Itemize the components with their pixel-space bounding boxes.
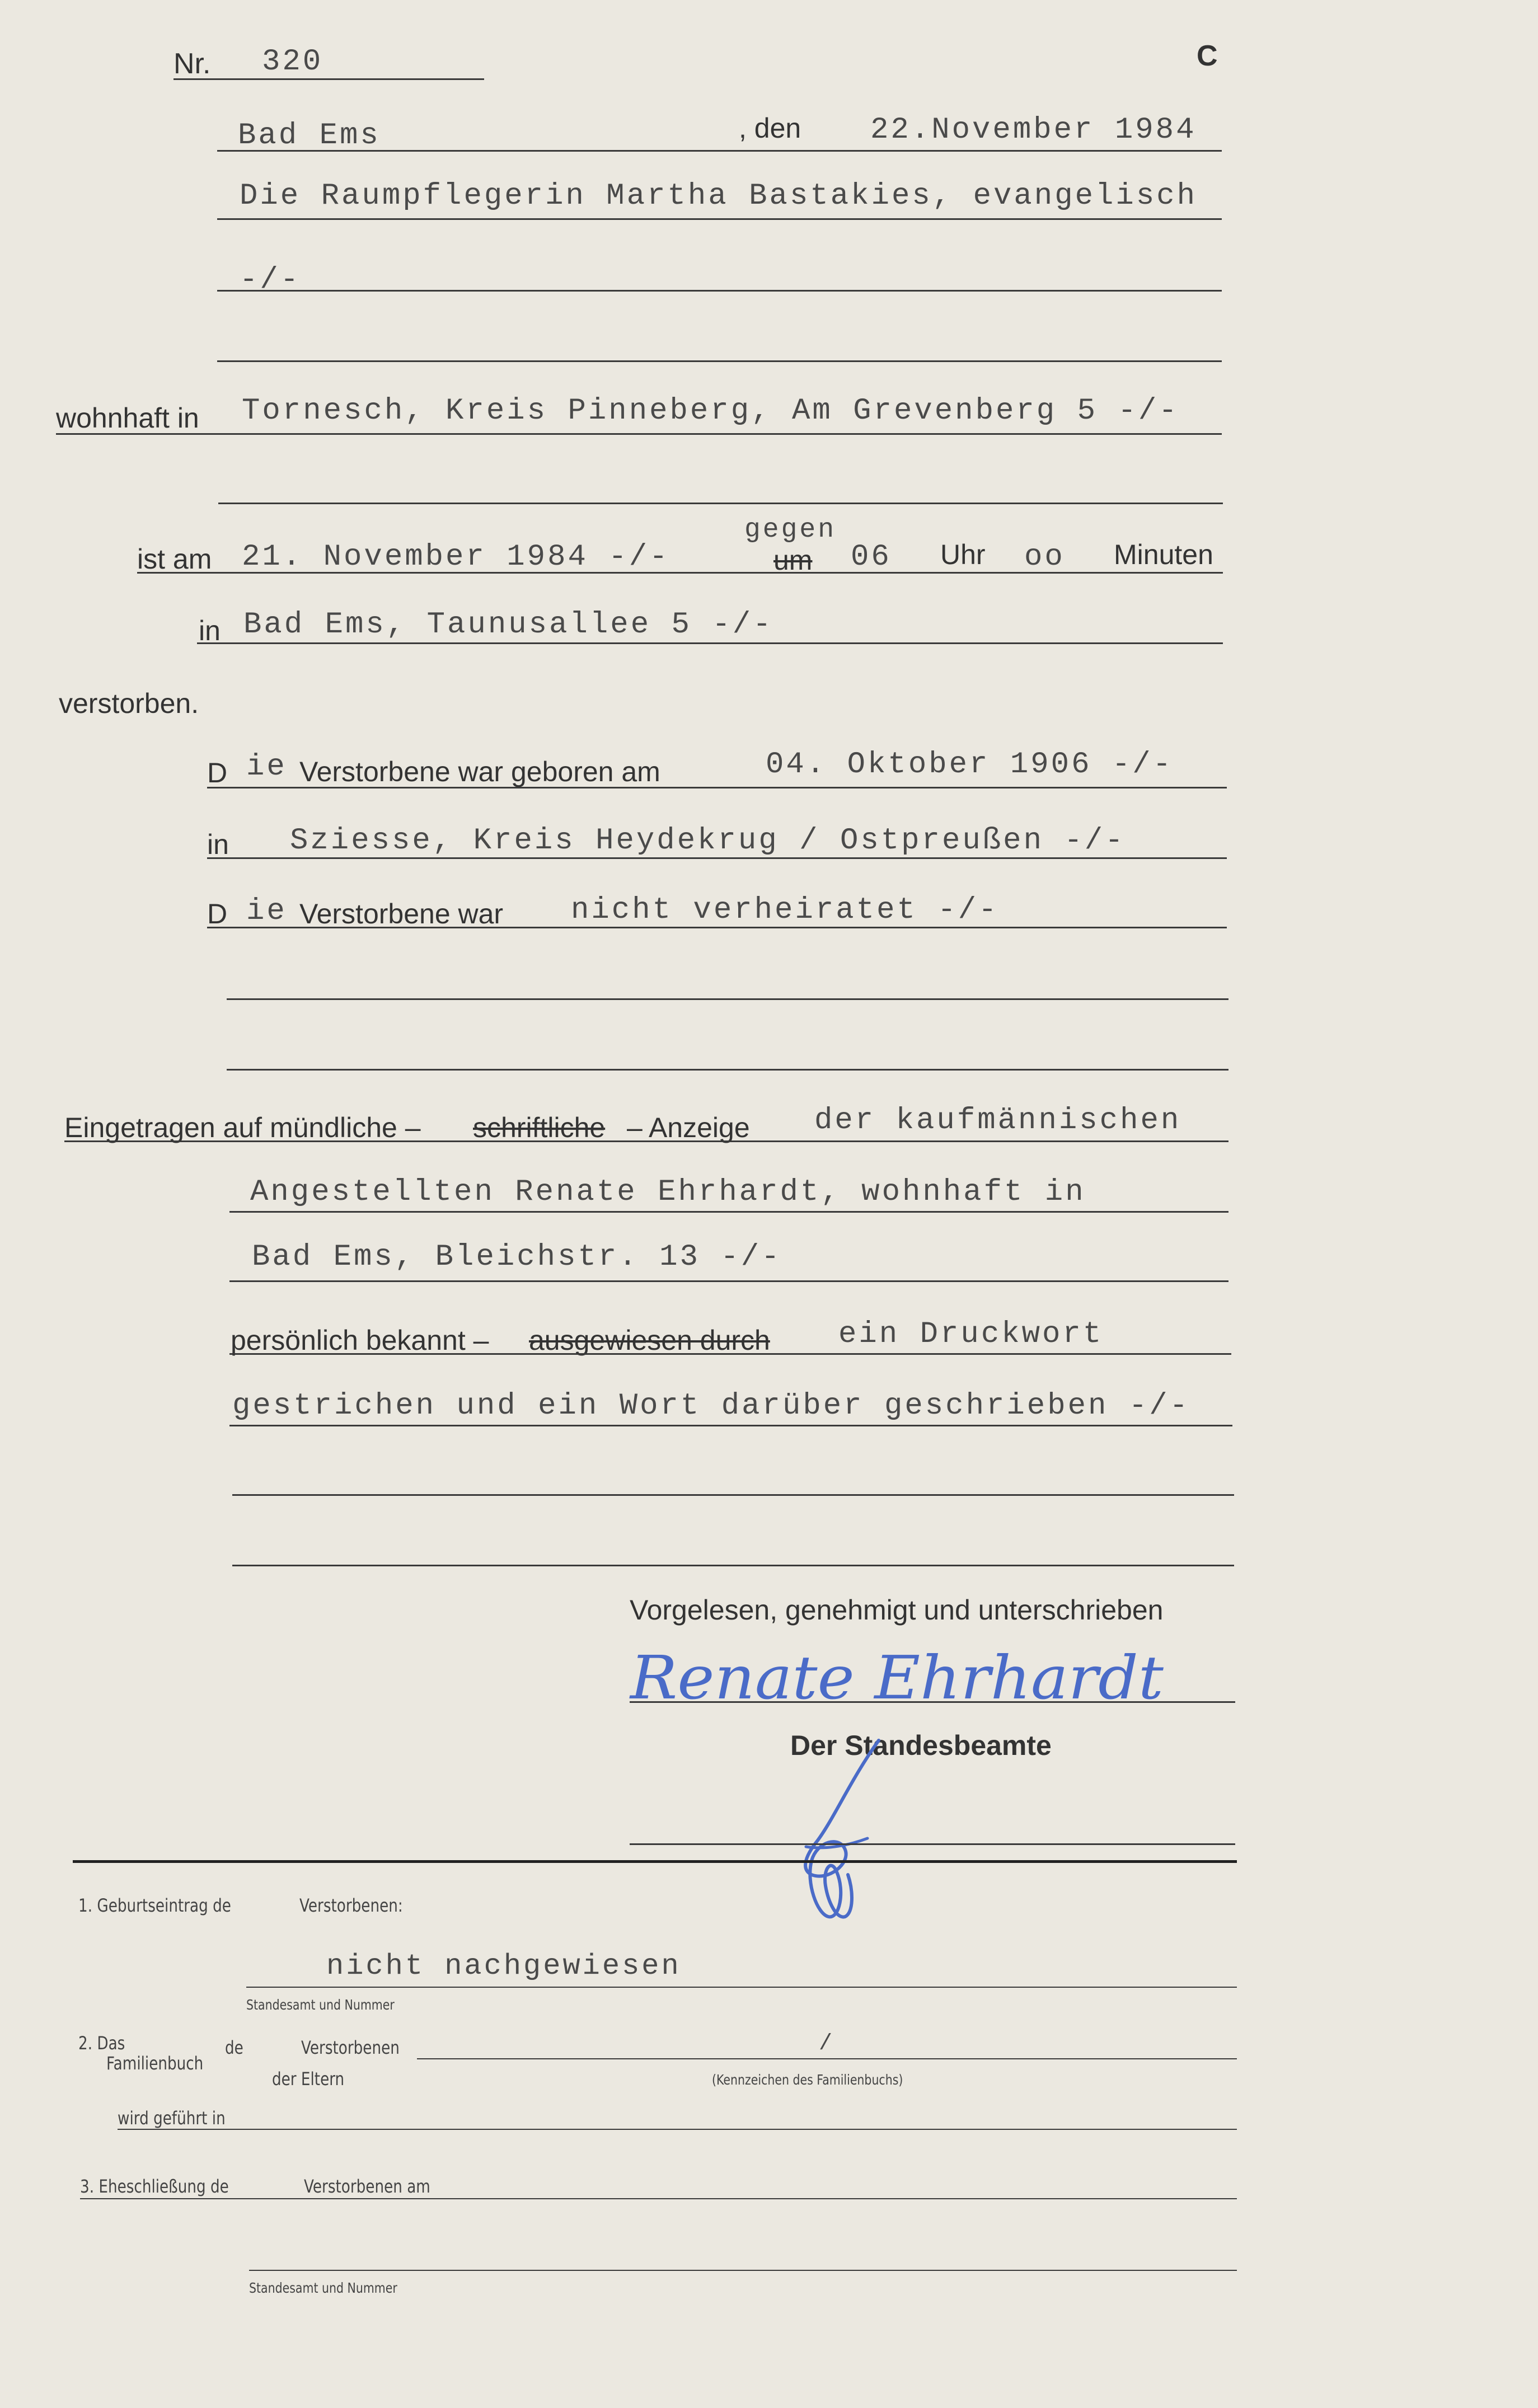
informant-signature [627, 1643, 1164, 1724]
item2-slash: / [819, 2031, 835, 2057]
person-underline-3 [217, 360, 1222, 362]
birth-d-label: D [207, 757, 228, 788]
official-signature-underline [630, 1843, 1235, 1845]
birth-ie-typed: ie [246, 750, 287, 784]
item2-verstorbenen: Verstorbenen [301, 2037, 400, 2058]
report-underline-3 [229, 1280, 1228, 1282]
marital-ie-typed: ie [246, 894, 287, 928]
item2-underline [417, 2058, 1237, 2059]
report-underline-6 [232, 1494, 1234, 1496]
ist-am-label: ist am [137, 543, 212, 575]
place-of-registration: Bad Ems [238, 119, 381, 153]
corner-letter: C [1197, 40, 1218, 72]
footer-divider [73, 1860, 1237, 1863]
verstorben-label: verstorben. [59, 688, 199, 719]
person-underline-2 [217, 290, 1222, 292]
vorgelesen-text: Vorgelesen, genehmigt und unterschrieben [630, 1594, 1164, 1626]
remark-line-1: ein Druckwort [838, 1317, 1104, 1351]
residence-underline-2 [218, 503, 1223, 504]
informant-line-2: Angestellten Renate Ehrhardt, wohnhaft in [250, 1175, 1086, 1209]
death-hour: 06 [851, 540, 892, 574]
informant-line-3: Bad Ems, Bleichstr. 13 -/- [252, 1240, 782, 1274]
item3-underline-2 [249, 2270, 1237, 2271]
item2-eltern: der Eltern [272, 2068, 345, 2090]
marital-underline-2 [227, 998, 1228, 1000]
item3-underline [80, 2198, 1237, 2199]
header-underline [217, 150, 1222, 152]
deceased-description-2: -/- [240, 263, 301, 297]
item3-label: 3. Eheschließung de [80, 2176, 229, 2197]
death-in-label: in [199, 615, 221, 646]
birth-label: Verstorbene war geboren am [299, 756, 660, 787]
marital-value: nicht verheiratet -/- [571, 893, 999, 927]
item2-num: 2. Das [78, 2033, 125, 2054]
report-label-a: Eingetragen auf mündliche – [64, 1112, 421, 1143]
uhr-label: Uhr [940, 539, 986, 570]
deceased-description: Die Raumpflegerin Martha Bastakies, evangelisch [240, 179, 1198, 213]
official-signature [784, 1735, 895, 1925]
marital-underline-3 [227, 1069, 1228, 1071]
item1-sub: Verstorbenen: [299, 1895, 403, 1916]
item3-sub: Verstorbenen am [304, 2176, 430, 2197]
item2-caption: (Kennzeichen des Familienbuchs) [712, 2072, 903, 2088]
registration-date: 22.November 1984 [870, 113, 1197, 147]
birth-date: 04. Oktober 1906 -/- [766, 748, 1174, 782]
bekannt-struck: ausgewiesen durch [529, 1325, 770, 1356]
nr-value: 320 [262, 45, 323, 79]
death-underline [137, 572, 1223, 574]
signature-underline [630, 1701, 1235, 1703]
item1-value: nicht nachgewiesen [326, 1950, 681, 1983]
residence-underline [56, 433, 1222, 435]
birth-place: Sziesse, Kreis Heydekrug / Ostpreußen -/- [290, 824, 1126, 858]
report-underline-2 [229, 1211, 1228, 1213]
death-date: 21. November 1984 -/- [242, 540, 670, 574]
bekannt-label: persönlich bekannt – [231, 1325, 489, 1356]
nr-underline [174, 78, 484, 80]
signature-text: Renate Ehrhardt [630, 1643, 1164, 1713]
item1-label: 1. Geburtseintrag de [78, 1895, 231, 1916]
item2-gefuehrt: wird geführt in [118, 2107, 226, 2129]
item2-gefuehrt-underline [118, 2129, 1237, 2130]
birth-underline [207, 787, 1227, 788]
report-underline-7 [232, 1565, 1234, 1566]
report-underline-1 [64, 1140, 1228, 1142]
marital-underline [207, 927, 1227, 928]
residence-label: wohnhaft in [56, 402, 199, 434]
informant-line-1: der kaufmännischen [814, 1104, 1181, 1138]
birth-place-underline [207, 857, 1227, 859]
item3-caption: Standesamt und Nummer [249, 2280, 397, 2296]
minuten-label: Minuten [1114, 539, 1213, 570]
nr-label: Nr. [174, 48, 211, 80]
report-struck: schriftliche [473, 1112, 606, 1143]
um-struck: um [773, 545, 813, 576]
report-label-b: – Anzeige [627, 1112, 750, 1143]
item1-caption: Standesamt und Nummer [246, 1997, 395, 2013]
person-underline-1 [217, 218, 1222, 220]
death-minute: oo [1024, 540, 1065, 574]
death-place-underline [197, 642, 1223, 644]
report-underline-4 [229, 1353, 1231, 1355]
den-label: , den [739, 112, 801, 144]
death-place: Bad Ems, Taunusallee 5 -/- [243, 608, 773, 642]
residence-value: Tornesch, Kreis Pinneberg, Am Grevenberg 5 -/- [242, 394, 1179, 428]
birth-in-label: in [207, 829, 229, 860]
marital-label: Verstorbene war [299, 898, 504, 930]
item1-underline [246, 1987, 1237, 1988]
time-correction: gegen [744, 515, 837, 545]
remark-line-2: gestrichen und ein Wort darüber geschrieben -/- [232, 1389, 1190, 1423]
report-underline-5 [229, 1425, 1232, 1426]
item2-familienbuch: Familienbuch [106, 2053, 204, 2074]
standesbeamte-label: Der Standesbeamte [790, 1730, 1052, 1761]
marital-d-label: D [207, 898, 228, 930]
item2-de: de [225, 2037, 243, 2058]
